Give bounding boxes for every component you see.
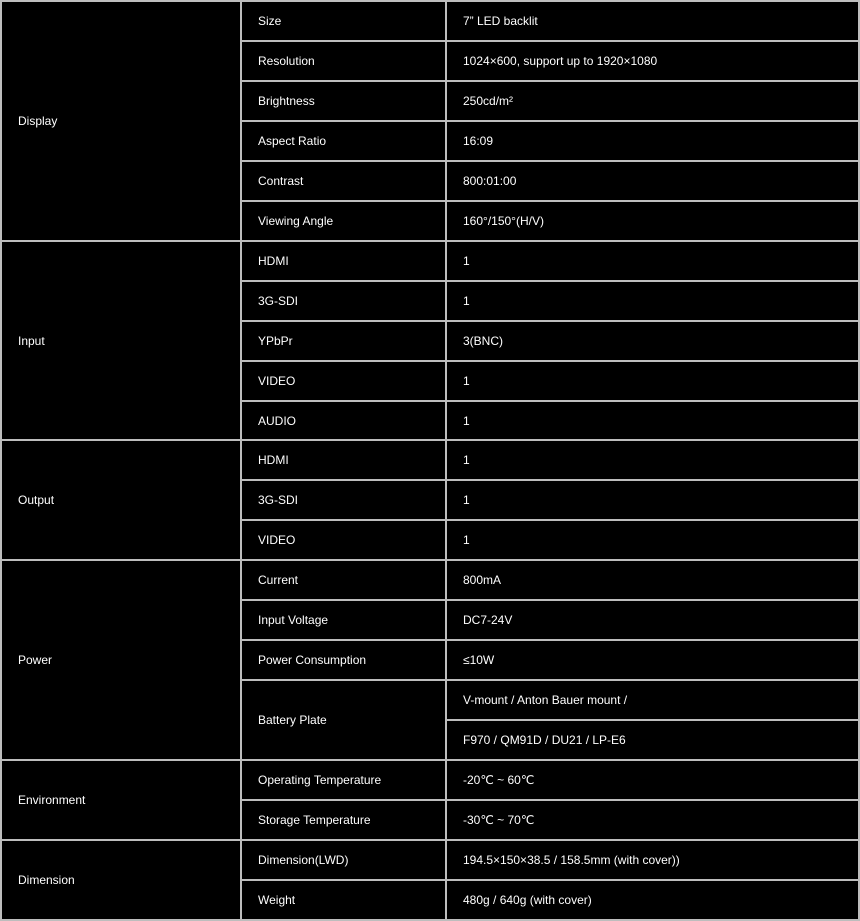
- section-input: Input: [2, 242, 240, 440]
- spec-value: F970 / QM91D / DU21 / LP-E6: [447, 721, 858, 759]
- section-power: Power: [2, 561, 240, 759]
- spec-label: Battery Plate: [242, 681, 445, 759]
- spec-value: 1: [447, 441, 858, 479]
- table-row: [2, 841, 858, 879]
- spec-label: HDMI: [242, 242, 445, 280]
- spec-value: -20℃ ~ 60℃: [447, 761, 858, 799]
- table-row: [2, 761, 858, 799]
- spec-label: AUDIO: [242, 402, 445, 440]
- spec-value: 1: [447, 521, 858, 559]
- spec-value: 16:09: [447, 122, 858, 160]
- spec-value: ≤10W: [447, 641, 858, 679]
- spec-label: Aspect Ratio: [242, 122, 445, 160]
- spec-value: 1024×600, support up to 1920×1080: [447, 42, 858, 80]
- spec-value: 3(BNC): [447, 322, 858, 360]
- spec-label: Dimension(LWD): [242, 841, 445, 879]
- spec-value: 1: [447, 362, 858, 400]
- spec-value: DC7-24V: [447, 601, 858, 639]
- spec-label: Weight: [242, 881, 445, 919]
- spec-label: Viewing Angle: [242, 202, 445, 240]
- table-row: [2, 441, 858, 479]
- spec-label: VIDEO: [242, 362, 445, 400]
- section-dimension: Dimension: [2, 841, 240, 919]
- spec-label: Contrast: [242, 162, 445, 200]
- spec-label: Storage Temperature: [242, 801, 445, 839]
- spec-label: Resolution: [242, 42, 445, 80]
- spec-value: -30℃ ~ 70℃: [447, 801, 858, 839]
- spec-label: HDMI: [242, 441, 445, 479]
- section-environment: Environment: [2, 761, 240, 839]
- spec-value: 1: [447, 481, 858, 519]
- spec-value: 7” LED backlit: [447, 2, 858, 40]
- spec-value: 1: [447, 282, 858, 320]
- spec-label: VIDEO: [242, 521, 445, 559]
- spec-value: V-mount / Anton Bauer mount /: [447, 681, 858, 719]
- spec-label: 3G-SDI: [242, 481, 445, 519]
- spec-label: Operating Temperature: [242, 761, 445, 799]
- spec-label: Current: [242, 561, 445, 599]
- section-output: Output: [2, 441, 240, 559]
- spec-value: 1: [447, 402, 858, 440]
- spec-value: 800mA: [447, 561, 858, 599]
- table-row: [2, 2, 858, 40]
- spec-value: 480g / 640g (with cover): [447, 881, 858, 919]
- spec-value: 160°/150°(H/V): [447, 202, 858, 240]
- spec-label: Size: [242, 2, 445, 40]
- spec-label: 3G-SDI: [242, 282, 445, 320]
- spec-label: Brightness: [242, 82, 445, 120]
- spec-table-body: [2, 2, 858, 919]
- spec-value: 194.5×150×38.5 / 158.5mm (with cover)): [447, 841, 858, 879]
- spec-label: YPbPr: [242, 322, 445, 360]
- table-row: [2, 561, 858, 599]
- spec-label: Input Voltage: [242, 601, 445, 639]
- section-display: Display: [2, 2, 240, 240]
- spec-label: Power Consumption: [242, 641, 445, 679]
- spec-value: 250cd/m²: [447, 82, 858, 120]
- spec-value: 1: [447, 242, 858, 280]
- table-row: [2, 242, 858, 280]
- spec-value: 800:01:00: [447, 162, 858, 200]
